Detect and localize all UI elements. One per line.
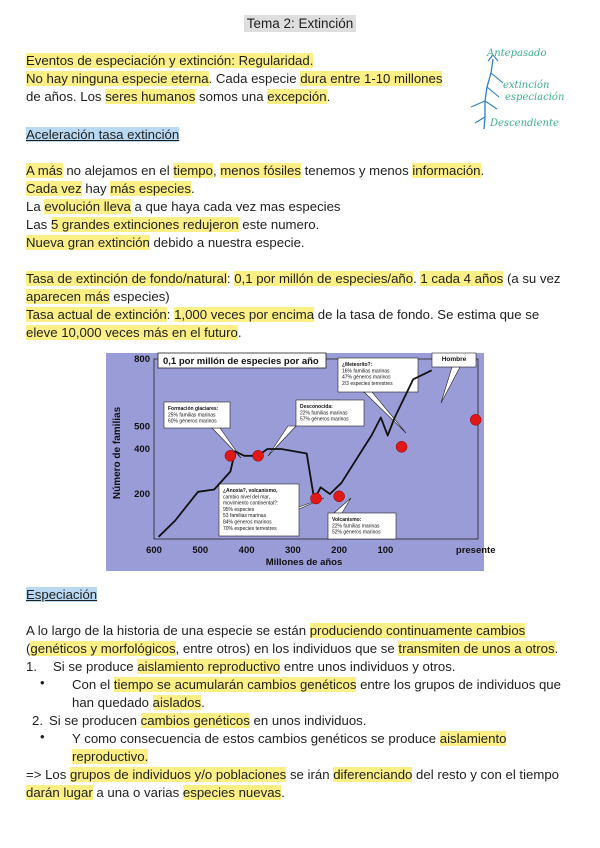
callout-text-desconocida: 22% familias marinas [300, 410, 348, 417]
x-tick-label: 100 [377, 545, 394, 556]
esp-subitem-1-cont: han quedado aislados. [72, 695, 205, 710]
plot-area [154, 359, 478, 539]
extinction-marker [225, 450, 236, 461]
chart-title: 0,1 por millón de especies por año [163, 356, 319, 367]
callout-text-meteorito: 47% géneros marinos [342, 374, 391, 381]
accel-line-1: A más no alejamos en el tiempo, menos fósiles tenemos y menos información. [26, 163, 485, 178]
sketch-label-antepasado: Antepasado [487, 48, 547, 59]
x-axis-label: Millones de años [265, 557, 343, 568]
callout-text-anoxia: 53 familias marinas [223, 513, 267, 520]
esp-subitem-1: Con el tiempo se acumularán cambios genéticos entre los grupos de individuos que [72, 677, 561, 692]
x-tick-label: presente [455, 545, 496, 556]
x-tick-label: 500 [192, 545, 209, 556]
callout-text-anoxia: 70% especies terrestres [223, 525, 277, 532]
rates-line-1: Tasa de extinción de fondo/natural: 0,1 por millón de especies/año. 1 cada 4 años (a su vez [26, 271, 561, 286]
section-heading-especiacion: Especiación [26, 587, 98, 602]
bullet-dot: • [40, 675, 45, 690]
x-tick-label: 400 [238, 545, 255, 556]
accel-line-3: La evolución lleva a que haya cada vez mas especies [26, 199, 341, 214]
extinction-marker [334, 491, 345, 502]
esp-para-1: A lo largo de la historia de una especie se están produciendo continuamente cambios [26, 623, 526, 638]
x-tick-label: 300 [284, 545, 301, 556]
accel-line-4: Las 5 grandes extinciones redujeron este numero. [26, 217, 320, 232]
esp-conclusion-1: => Los grupos de individuos y/o poblaciones se irán diferenciando del resto y con el tiempo [26, 767, 559, 782]
page-title: Tema 2: Extinción [0, 16, 600, 31]
callout-text-meteorito: 2/3 especies terrestres [342, 380, 393, 387]
sketch-label-descendiente: Descendiente [490, 118, 559, 129]
rates-line-3: Tasa actual de extinción: 1,000 veces por encima de la tasa de fondo. Se estima que se [26, 307, 540, 322]
callout-text-volcanismo: 22% familias marinas [332, 523, 380, 530]
extinction-chart [106, 353, 496, 571]
intro-line-3: de años. Los seres humanos somos una excepción. [26, 89, 331, 104]
accel-line-5: Nueva gran extinción debido a nuestra especie. [26, 235, 305, 250]
y-axis-label: Número de familias [112, 406, 123, 500]
x-tick-label: 200 [331, 545, 348, 556]
callout-text-meteorito: ¿Meteorito?: [342, 362, 373, 368]
callout-text-glaciares: 60% géneros marinos [168, 418, 217, 425]
callout-text-volcanismo: Volcanismo: [332, 517, 362, 523]
extinction-marker [253, 450, 264, 461]
callout-text-homo: Hombre [441, 356, 467, 363]
accel-line-2: Cada vez hay más especies. [26, 181, 195, 196]
callout-text-anoxia: ¿Anoxia?, volcanismo, [223, 488, 278, 494]
y-tick-label: 400 [134, 444, 150, 455]
x-tick-label: 600 [146, 545, 162, 556]
callout-text-glaciares: 25% familias marinas [168, 412, 216, 419]
callout-text-meteorito: 16% familias marinas [342, 368, 390, 375]
callout-text-anoxia: 95% especies [223, 506, 255, 513]
bullet-dot: • [40, 729, 45, 744]
intro-line-1: Eventos de especiación y extinción: Regularidad. [26, 53, 314, 68]
esp-item-1: 1. Si se produce aislamiento reproductivo entre unos individuos y otros. [26, 659, 456, 674]
y-tick-label: 200 [134, 489, 150, 500]
y-tick-label: 800 [134, 354, 150, 365]
rates-line-2: aparecen más especies) [26, 289, 170, 304]
section-heading-aceleracion: Aceleración tasa extinción [26, 127, 180, 142]
callout-text-anoxia: 84% géneros marinos [223, 519, 272, 526]
extinction-marker [396, 441, 407, 452]
callout-text-desconocida: Desconocida: [300, 404, 333, 410]
rates-line-4: eleve 10,000 veces más en el futuro. [26, 325, 242, 340]
callout-text-anoxia: cambio nivel del mar, [223, 494, 270, 501]
y-tick-label: 500 [134, 421, 150, 433]
esp-subitem-2-cont: reproductivo. [72, 749, 149, 764]
esp-subitem-2: Y como consecuencia de estos cambios genéticos se produce aislamiento [72, 731, 507, 746]
esp-item-2: 2. Si se producen cambios genéticos en unos individuos. [32, 713, 367, 728]
sketch-label-extincion: extinción [503, 80, 550, 91]
callout-text-volcanismo: 52% géneros marinos [332, 529, 381, 536]
intro-line-2: No hay ninguna especie eterna. Cada especie dura entre 1-10 millones [26, 71, 443, 86]
extinction-marker [311, 493, 322, 504]
esp-para-2: (genéticos y morfológicos, entre otros) en los individuos que se transmiten de unos a otros. [26, 641, 559, 656]
callout-text-glaciares: Formación glaciares: [168, 406, 219, 412]
callout-text-desconocida: 57% géneros marinos [300, 416, 349, 423]
esp-conclusion-2: darán lugar a una o varias especies nuevas. [26, 785, 285, 800]
callout-text-anoxia: movimiento continental?: [223, 500, 279, 507]
sketch-label-especiacion: especiación [505, 92, 565, 103]
extinction-marker [470, 414, 481, 425]
